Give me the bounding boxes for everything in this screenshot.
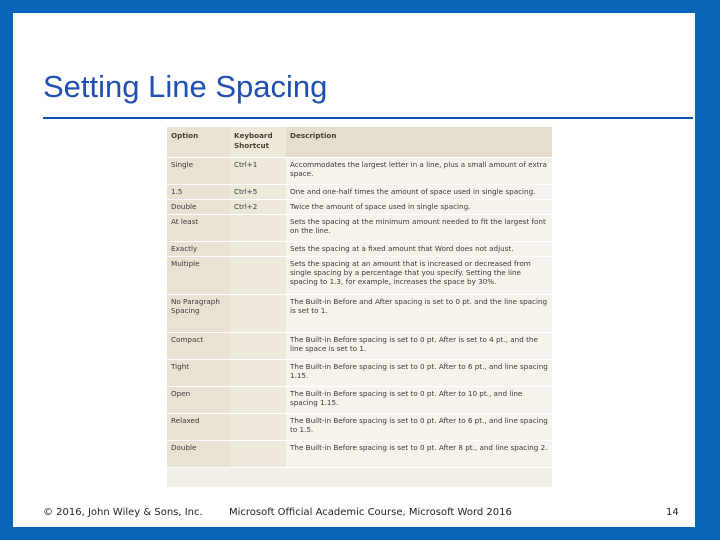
table-row [167, 242, 552, 257]
option-cell: 1.5 [167, 185, 230, 200]
table-row [167, 387, 552, 414]
slide-title: Setting Line Spacing [43, 69, 328, 104]
line-spacing-table-image [167, 127, 552, 487]
shortcut-cell [230, 360, 286, 387]
option-cell: Compact [167, 333, 230, 360]
shortcut-cell [230, 257, 286, 295]
description-cell: The Built-in Before spacing is set to 0 pt. After to 10 pt., and line spacing 1.15. [286, 387, 552, 414]
description-cell: Sets the spacing at a fixed amount that Word does not adjust. [286, 242, 552, 257]
line-spacing-table [167, 127, 552, 468]
page-number: 14 [666, 507, 679, 518]
table-row [167, 215, 552, 242]
option-cell: No Paragraph Spacing [167, 295, 230, 333]
slide [13, 13, 695, 527]
description-cell: Twice the amount of space used in single spacing. [286, 200, 552, 215]
footer-copyright: © 2016, John Wiley & Sons, Inc. [43, 507, 203, 518]
header-keyboard-shortcut: Keyboard Shortcut [230, 127, 286, 158]
shortcut-cell [230, 387, 286, 414]
description-cell: One and one-half times the amount of space used in single spacing. [286, 185, 552, 200]
table-row [167, 185, 552, 200]
option-cell: Double [167, 441, 230, 468]
table-row [167, 414, 552, 441]
table-row [167, 158, 552, 185]
header-option: Option [167, 127, 230, 158]
table-row [167, 441, 552, 468]
description-cell: The Built-in Before spacing is set to 0 pt. After 8 pt., and line spacing 2. [286, 441, 552, 468]
shortcut-cell: Ctrl+1 [230, 158, 286, 185]
shortcut-cell [230, 414, 286, 441]
table-row [167, 257, 552, 295]
table-row [167, 295, 552, 333]
description-cell: The Built-in Before and After spacing is set to 0 pt. and the line spacing is set to 1. [286, 295, 552, 333]
shortcut-cell [230, 333, 286, 360]
table-header-row [167, 127, 552, 158]
description-cell: Sets the spacing at an amount that is increased or decreased from single spacing by a percentage that you specify. Setting the line spacing to 1.3, for example, increases the space by 30%. [286, 257, 552, 295]
option-cell: At least [167, 215, 230, 242]
shortcut-cell: Ctrl+2 [230, 200, 286, 215]
table-row [167, 200, 552, 215]
table-row [167, 360, 552, 387]
title-underline [43, 117, 693, 119]
option-cell: Relaxed [167, 414, 230, 441]
description-cell: The Built-in Before spacing is set to 0 pt. After to 6 pt., and line spacing to 1.5. [286, 414, 552, 441]
option-cell: Exactly [167, 242, 230, 257]
shortcut-cell [230, 441, 286, 468]
description-cell: The Built-in Before spacing is set to 0 pt. After is set to 4 pt., and the line space is set to 1. [286, 333, 552, 360]
description-cell: The Built-in Before spacing is set to 0 pt. After to 6 pt., and line spacing 1.15. [286, 360, 552, 387]
option-cell: Single [167, 158, 230, 185]
shortcut-cell [230, 215, 286, 242]
shortcut-cell: Ctrl+5 [230, 185, 286, 200]
shortcut-cell [230, 295, 286, 333]
option-cell: Multiple [167, 257, 230, 295]
option-cell: Double [167, 200, 230, 215]
option-cell: Tight [167, 360, 230, 387]
table-row [167, 333, 552, 360]
option-cell: Open [167, 387, 230, 414]
header-description: Description [286, 127, 552, 158]
footer-course-title: Microsoft Official Academic Course, Microsoft Word 2016 [229, 507, 512, 518]
description-cell: Sets the spacing at the minimum amount needed to fit the largest font on the line. [286, 215, 552, 242]
shortcut-cell [230, 242, 286, 257]
description-cell: Accommodates the largest letter in a line, plus a small amount of extra space. [286, 158, 552, 185]
